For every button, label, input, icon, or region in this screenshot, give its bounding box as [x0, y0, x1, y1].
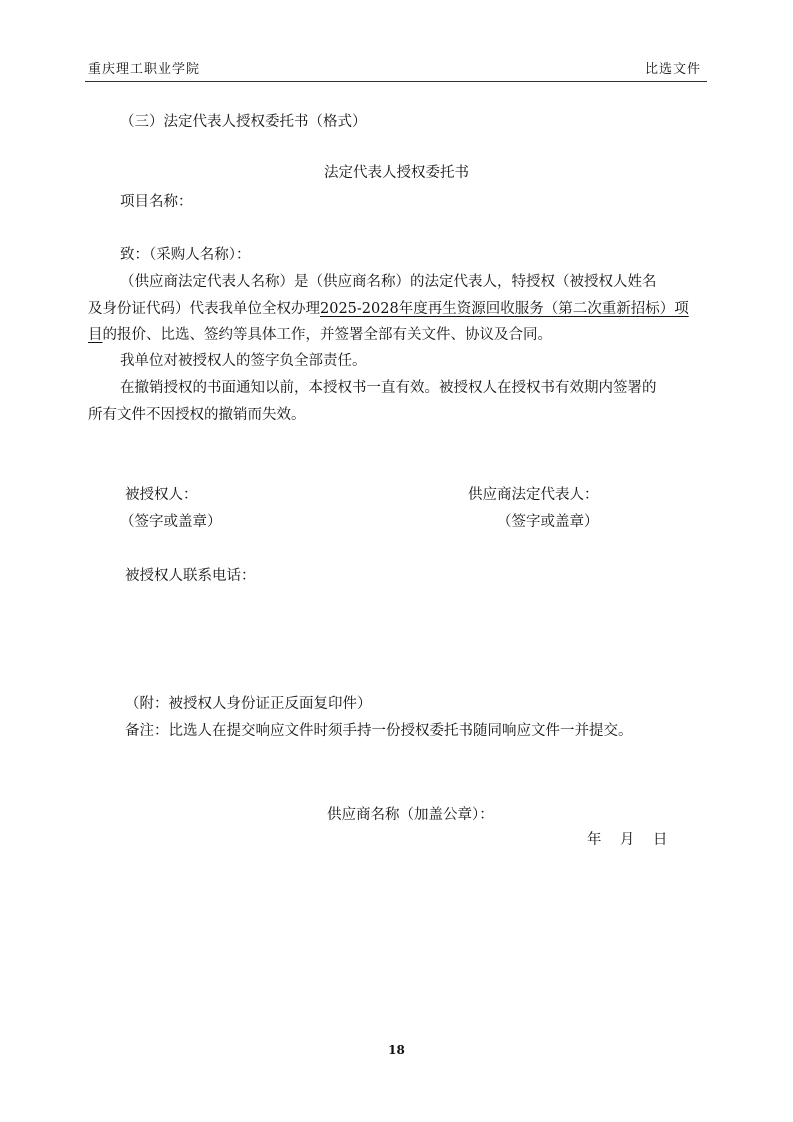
- project-title-underlined-end: 目: [88, 327, 103, 343]
- supplier-seal-label: 供应商名称（加盖公章）：: [327, 807, 494, 823]
- legal-rep-sign-note: （签字或盖章）: [497, 514, 599, 530]
- grantee-phone-label: 被授权人联系电话：: [125, 568, 256, 584]
- grantee-sign-note: （签字或盖章）: [120, 514, 222, 530]
- header-institution: 重庆理工职业学院: [88, 62, 201, 77]
- validity-line2: 所有文件不因授权的撤销而失效。: [88, 407, 306, 423]
- legal-rep-label: 供应商法定代表人：: [468, 487, 599, 503]
- para1-line3-text: 的报价、比选、签约等具体工作，并签署全部有关文件、协议及合同。: [102, 327, 552, 343]
- page-number: 18: [388, 1043, 405, 1057]
- responsibility-statement: 我单位对被授权人的签字负全部责任。: [120, 353, 367, 369]
- document-title: 法定代表人授权委托书: [324, 165, 469, 181]
- para1-line3: [88, 325, 552, 345]
- validity-line1: 在撤销授权的书面通知以前，本授权书一直有效。被授权人在授权书有效期内签署的: [120, 380, 657, 396]
- attachment-note: （附：被授权人身份证正反面复印件）: [125, 696, 372, 712]
- header-doc-type: 比选文件: [644, 62, 701, 77]
- para1-line2: [88, 299, 689, 319]
- project-name-label: 项目名称：: [120, 194, 193, 210]
- header-divider: [85, 81, 707, 82]
- para1-line2-text: 及身份证代码）代表我单位全权办理: [88, 301, 320, 317]
- para1-line1: （供应商法定代表人名称）是（供应商名称）的法定代表人，特授权（被授权人姓名: [120, 274, 657, 290]
- section-heading: （三）法定代表人授权委托书（格式）: [120, 114, 367, 130]
- remark: 备注：比选人在提交响应文件时须手持一份授权委托书随同响应文件一并提交。: [125, 723, 633, 739]
- date-line: 年 月 日: [587, 832, 668, 848]
- salutation: 致：（采购人名称）：: [120, 247, 251, 263]
- grantee-label: 被授权人：: [125, 487, 198, 503]
- project-title-underlined: 2025-2028年度再生资源回收服务（第二次重新招标）项: [320, 301, 689, 317]
